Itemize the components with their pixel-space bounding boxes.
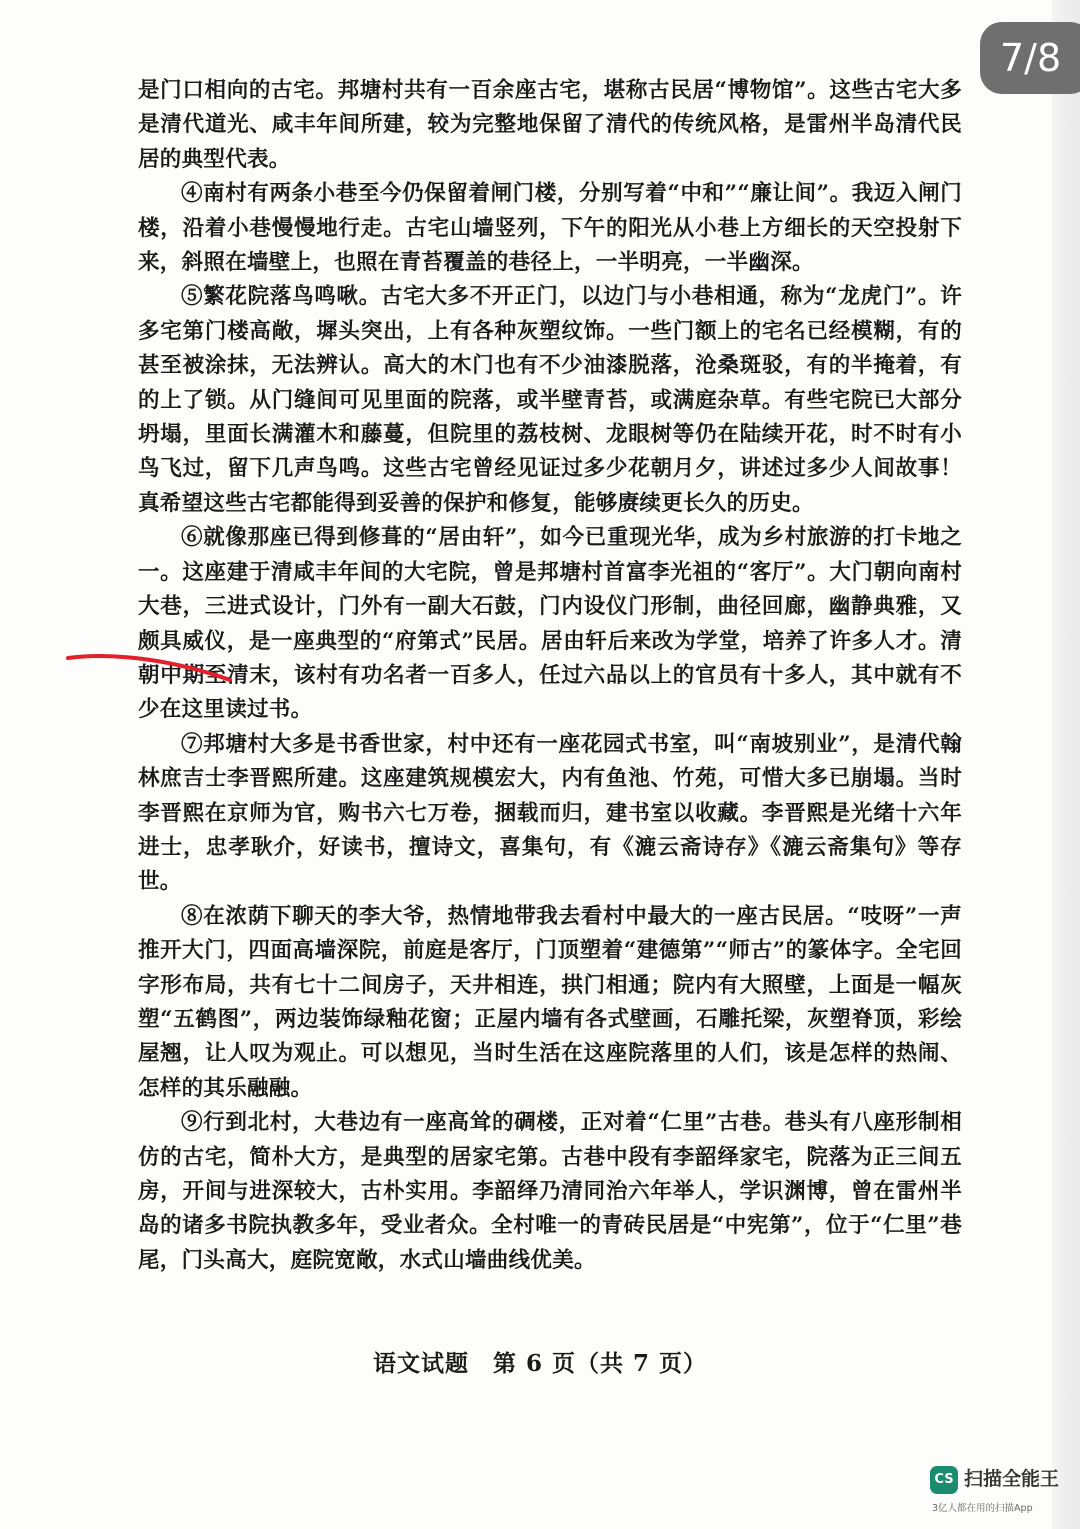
paragraph-3-continued: 是门口相向的古宅。邦塘村共有一百余座古宅，堪称古民居“博物馆”。这些古宅大多是清代道光、咸丰年间所建，较为完整地保留了清代的传统风格，是雷州半岛清代民居的典型代表。 xyxy=(138,78,962,172)
scanner-app-badge xyxy=(930,1462,1070,1522)
paragraph-4: ④南村有两条小巷至今仍保留着闸门楼，分别写着“中和”“廉让间”。我迈入闸门楼，沿着小巷慢慢地行走。古宅山墙竖列，下午的阳光从小巷上方细长的天空投射下来，斜照在墙壁上，也照在青苔覆盖的巷径上，一半明亮，一半幽深。 xyxy=(138,181,962,276)
paragraph-6: ⑥就像那座已得到修葺的“居由轩”，如今已重现光华，成为乡村旅游的打卡地之一。这座建于清咸丰年间的大宅院，曾是邦塘村首富李光祖的“客厅”。大门朝向南村大巷，三进式设计，门外有一副大石鼓，门内设仪门形制，曲径回廊，幽静典雅，又颇具威仪，是一座典型的“府第式”民居。居由轩后来改为学堂，培养了许多人才。清朝中期至清末，该村有功名者一百多人，任过六品以上的官员有十多人，其中就有不少在这里读过书。 xyxy=(138,525,962,723)
page-footer: 语文试题 第 6 页（共 7 页） xyxy=(372,1350,708,1377)
paragraph-7: ⑦邦塘村大多是书香世家，村中还有一座花园式书室，叫“南坡别业”，是清代翰林庶吉士李晋熙所建。这座建筑规模宏大，内有鱼池、竹苑，可惜大多已崩塌。当时李晋熙在京师为官，购书六七万卷，捆载而归，建书室以收藏。李晋熙是光绪十六年进士，忠孝耿介，好读书，擅诗文，喜集句，有《漉云斋诗存》《漉云斋集句》等存世。 xyxy=(138,731,962,895)
article-body xyxy=(138,74,962,1278)
paragraph-8: ⑧在浓荫下聊天的李大爷，热情地带我去看村中最大的一座古民居。“吱呀”一声推开大门，四面高墙深院，前庭是客厅，门顶塑着“建德第”“师古”的篆体字。全宅回字形布局，共有七十二间房子，天井相连，拱门相通；院内有大照壁，上面是一幅灰塑“五鹤图”，两边装饰绿釉花窗；正屋内墙有各式壁画，石雕托梁，灰塑脊顶，彩绘屋翘，让人叹为观止。可以想见，当时生活在这座院落里的人们，该是怎样的热闹、怎样的其乐融融。 xyxy=(138,903,962,1101)
page-counter: 7/8 xyxy=(980,22,1080,94)
scan-edge xyxy=(1052,0,1080,1529)
red-pen-mark xyxy=(64,646,234,686)
paragraph-9: ⑨行到北村，大巷边有一座高耸的碉楼，正对着“仁里”古巷。巷头有八座形制相仿的古宅，简朴大方，是典型的居家宅第。古巷中段有李韶绎家宅，院落为正三间五房，开间与进深较大，古朴实用。李韶绎乃清同治六年举人，学识渊博，曾在雷州半岛的诸多书院执教多年，受业者众。全村唯一的青砖民居是“中宪第”，位于“仁里”巷尾，门头高大，庭院宽敞，水式山墙曲线优美。 xyxy=(138,1110,962,1273)
scanner-app-logo-icon: CS xyxy=(930,1466,958,1494)
paragraph-5: ⑤繁花院落鸟鸣啾。古宅大多不开正门，以边门与小巷相通，称为“龙虎门”。许多宅第门楼高敞，墀头突出，上有各种灰塑纹饰。一些门额上的宅名已经模糊，有的甚至被涂抹，无法辨认。高大的木门也有不少油漆脱落，沧桑斑驳，有的半掩着，有的上了锁。从门缝间可见里面的院落，或半壁青苔，或满庭杂草。有些宅院已大部分坍塌，里面长满灌木和藤蔓，但院里的荔枝树、龙眼树等仍在陆续开花，时不时有小鸟飞过，留下几声鸟鸣。这些古宅曾经见证过多少花朝月夕，讲述过多少人间故事！真希望这些古宅都能得到妥善的保护和修复，能够赓续更长久的历史。 xyxy=(138,284,962,516)
scanner-app-slogan: 3亿人都在用的扫描App xyxy=(932,1503,1033,1514)
scanner-app-name: 扫描全能王 xyxy=(964,1468,1060,1490)
